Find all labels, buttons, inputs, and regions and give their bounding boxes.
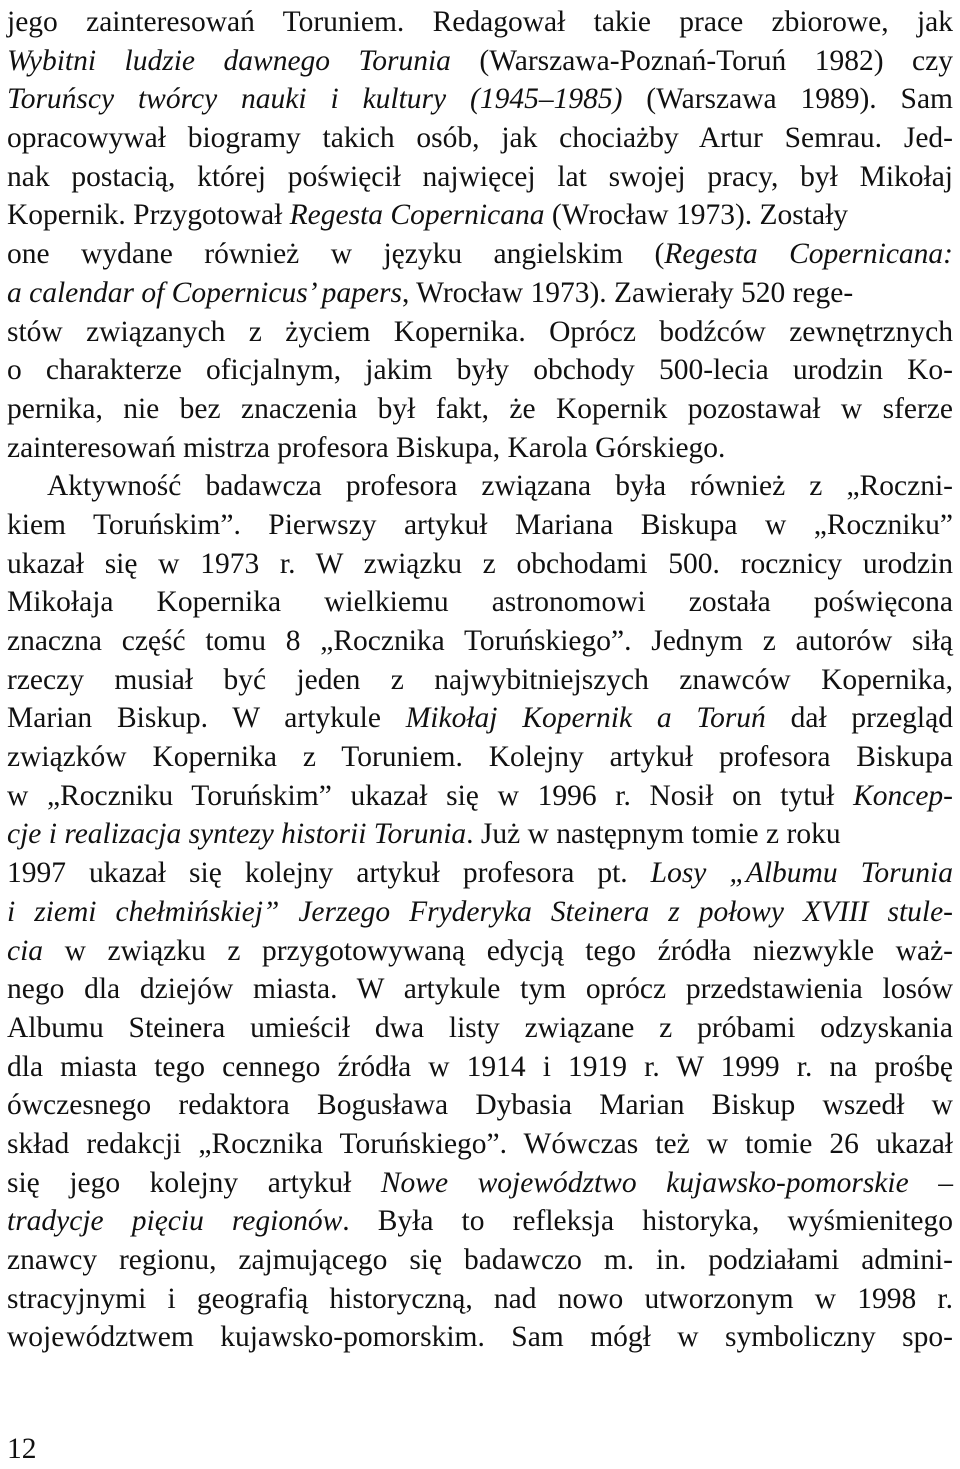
text-line bbox=[7, 1086, 953, 1125]
text-segment: dla miasta tego cennego źródła w 1914 i 1919 r. W 1999 r. na prośbę bbox=[7, 1050, 953, 1083]
text-line bbox=[7, 583, 953, 622]
text-segment: (Wrocław 1973). Zostały bbox=[544, 199, 849, 232]
italic-title-text: Koncep- bbox=[853, 779, 953, 812]
text-line bbox=[7, 80, 953, 119]
text-segment: kiem Toruńskim”. Pierwszy artykuł Mariana Biskupa w „Roczniku” bbox=[7, 508, 953, 541]
text-segment: w związku z przygotowywaną edycją tego źródła niezwykle waż- bbox=[43, 934, 953, 967]
text-segment: skład redakcji „Rocznika Toruńskiego”. Wówczas też w tomie 26 ukazał bbox=[7, 1127, 953, 1160]
italic-title-text: Nowe województwo kujawsko-pomorskie – bbox=[380, 1166, 953, 1199]
text-line bbox=[7, 545, 953, 584]
italic-title-text: Toruńscy twórcy nauki i kultury (1945–1985) bbox=[7, 83, 623, 116]
text-segment: pernika, nie bez znaczenia był fakt, że Kopernik pozostawał w sferze bbox=[7, 392, 953, 425]
text-segment: jego zainteresowań Toruniem. Redagował takie prace zbiorowe, jak bbox=[7, 6, 953, 38]
italic-title-text: Wybitni ludzie dawnego Torunia bbox=[7, 44, 451, 77]
text-segment: nak postacią, której poświęcił najwięcej lat swojej pracy, był Mikołaj bbox=[7, 160, 953, 193]
text-segment: związków Kopernika z Toruniem. Kolejny artykuł profesora Biskupa bbox=[7, 741, 953, 774]
text-segment: Mikołaja Kopernika wielkiemu astronomowi została poświęcona bbox=[7, 586, 953, 619]
page-number: 12 bbox=[7, 1433, 37, 1465]
text-segment: , Wrocław 1973). Zawierały 520 rege- bbox=[401, 276, 854, 309]
text-segment: znawcy regionu, zajmującego się badawczo m. in. podziałami admini- bbox=[7, 1244, 953, 1276]
text-line bbox=[7, 196, 953, 235]
text-segment: stracyjnymi i geografią historyczną, nad nowo utworzonym w 1998 r. bbox=[7, 1282, 953, 1315]
text-line bbox=[7, 661, 953, 700]
text-segment: . Była to refleksja historyka, wyśmienitego bbox=[342, 1205, 953, 1238]
text-segment: 1997 ukazał się kolejny artykuł profesora pt. bbox=[7, 857, 651, 890]
text-line bbox=[7, 777, 953, 816]
text-line bbox=[7, 119, 953, 158]
text-segment: Aktywność badawcza profesora związana była również z „Roczni- bbox=[47, 470, 953, 503]
text-segment: (Warszawa-Poznań-Toruń 1982) czy bbox=[450, 44, 953, 77]
text-line bbox=[7, 1125, 953, 1164]
text-segment: (Warszawa 1989). Sam bbox=[622, 83, 954, 116]
text-segment: one wydane również w języku angielskim ( bbox=[7, 238, 665, 271]
text-line bbox=[7, 1048, 953, 1087]
italic-title-text: i ziemi chełmińskiej” Jerzego Fryderyka Steinera z połowy XVIII stule- bbox=[7, 895, 953, 928]
text-line bbox=[7, 622, 953, 661]
italic-title-text: Regesta Copernicana: bbox=[664, 238, 953, 271]
text-line bbox=[7, 1241, 953, 1280]
text-segment: Kopernik. Przygotował bbox=[7, 199, 290, 232]
text-line bbox=[7, 390, 953, 429]
text-line bbox=[7, 313, 953, 352]
text-segment: Marian Biskup. W artykule bbox=[7, 702, 406, 735]
italic-title-text: cje i realizacja syntezy historii Torunia bbox=[7, 818, 467, 851]
text-segment: o charakterze oficjalnym, jakim były obchody 500-lecia urodzin Ko- bbox=[7, 354, 953, 387]
text-line bbox=[7, 932, 953, 971]
body-text bbox=[7, 3, 953, 1357]
text-segment: ukazał się w 1973 r. W związku z obchodami 500. rocznicy urodzin bbox=[7, 547, 953, 580]
text-line bbox=[7, 429, 953, 468]
text-segment: się jego kolejny artykuł bbox=[7, 1166, 381, 1199]
text-line bbox=[7, 1009, 953, 1048]
text-line bbox=[7, 42, 953, 81]
text-line bbox=[7, 274, 953, 313]
italic-title-text: tradycje pięciu regionów bbox=[7, 1205, 343, 1238]
text-line bbox=[7, 3, 953, 42]
text-line bbox=[7, 738, 953, 777]
italic-title-text: cia bbox=[7, 934, 44, 967]
text-line bbox=[7, 235, 953, 274]
text-segment: nego dla dziejów miasta. W artykule tym oprócz przedstawienia losów bbox=[7, 973, 953, 1006]
italic-title-text: Regesta Copernicana bbox=[289, 199, 545, 232]
text-line bbox=[7, 1280, 953, 1319]
text-line bbox=[7, 815, 953, 854]
text-segment: znaczna część tomu 8 „Rocznika Toruńskiego”. Jednym z autorów siłą bbox=[7, 625, 953, 657]
text-line bbox=[7, 506, 953, 545]
text-line bbox=[7, 854, 953, 893]
text-segment: . Już w następnym tomie z roku bbox=[466, 818, 841, 851]
text-segment: ówczesnego redaktora Bogusława Dybasia Marian Biskup wszedł w bbox=[7, 1089, 953, 1122]
text-segment: stów związanych z życiem Kopernika. Oprócz bodźców zewnętrznych bbox=[7, 315, 953, 348]
text-segment: zainteresowań mistrza profesora Biskupa, Karola Górskiego. bbox=[7, 431, 726, 464]
text-segment: rzeczy musiał być jeden z najwybitniejszych znawców Kopernika, bbox=[7, 663, 953, 696]
text-line bbox=[7, 158, 953, 197]
text-line bbox=[7, 467, 953, 506]
text-segment: dał przegląd bbox=[765, 702, 953, 735]
italic-title-text: Mikołaj Kopernik a Toruń bbox=[405, 702, 766, 735]
text-line bbox=[7, 351, 953, 390]
text-line bbox=[7, 1202, 953, 1241]
text-line bbox=[7, 699, 953, 738]
text-segment: w „Roczniku Toruńskim” ukazał się w 1996 r. Nosił on tytuł bbox=[7, 779, 854, 812]
italic-title-text: a calendar of Copernicus’ papers bbox=[7, 276, 402, 309]
text-line bbox=[7, 1164, 953, 1203]
text-line bbox=[7, 970, 953, 1009]
italic-title-text: Losy „Albumu Torunia bbox=[650, 857, 953, 890]
text-line bbox=[7, 893, 953, 932]
text-segment: województwem kujawsko-pomorskim. Sam mógł w symboliczny spo- bbox=[7, 1321, 953, 1354]
text-segment: opracowywał biogramy takich osób, jak chociażby Artur Semrau. Jed- bbox=[7, 122, 953, 155]
text-segment: Albumu Steinera umieścił dwa listy związane z próbami odzyskania bbox=[7, 1011, 953, 1044]
text-line bbox=[7, 1318, 953, 1357]
